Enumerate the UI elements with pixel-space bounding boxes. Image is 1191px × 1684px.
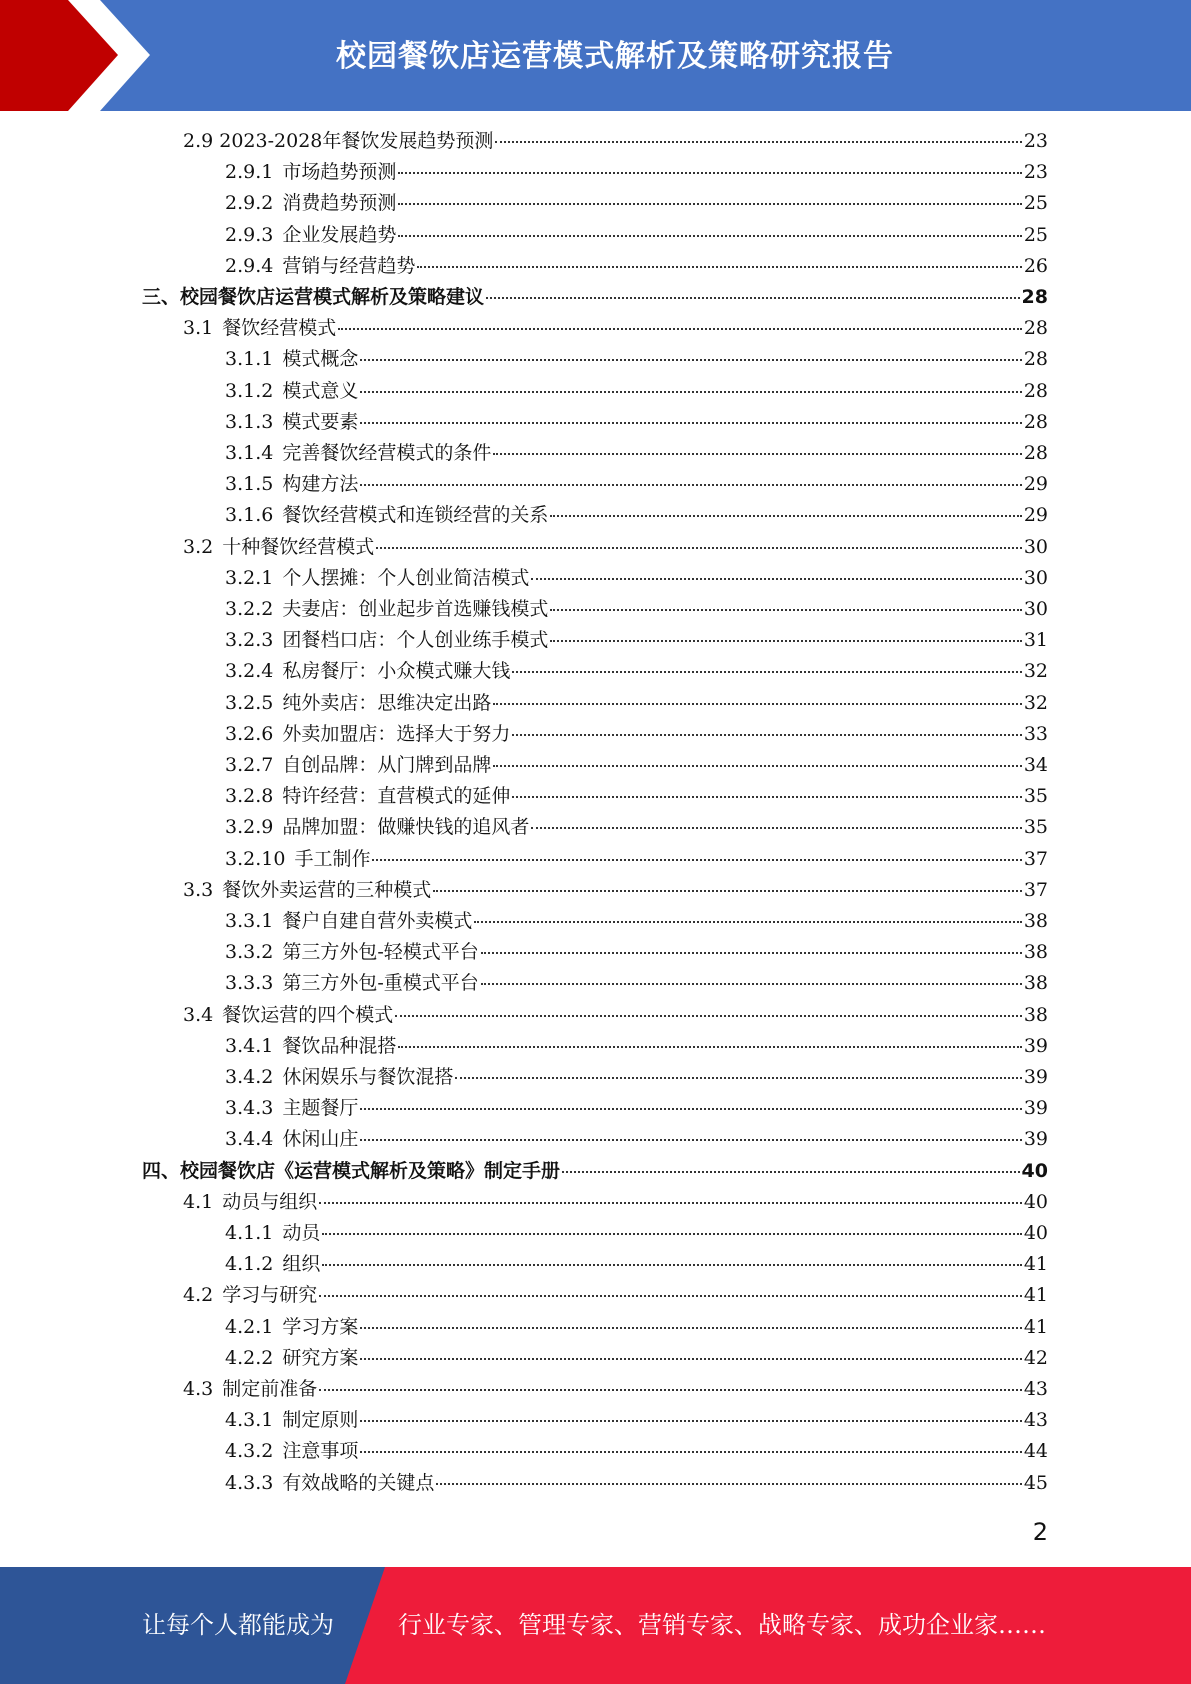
- toc-entry[interactable]: [225, 1343, 1048, 1374]
- toc-entry-page: 28: [1023, 317, 1048, 340]
- toc-entry[interactable]: [225, 1124, 1048, 1155]
- toc-entry-title: 纯外卖店：思维决定出路: [282, 691, 492, 714]
- toc-entry[interactable]: [225, 594, 1048, 625]
- toc-entry-page: 23: [1023, 161, 1048, 184]
- toc-entry-page: 29: [1023, 504, 1048, 527]
- toc-dot-leader: [531, 577, 1021, 580]
- toc-entry-number: 3.2.7: [225, 754, 274, 776]
- toc-entry-title: 组织: [282, 1253, 321, 1276]
- toc-entry-title: 餐饮外卖运营的三种模式: [222, 878, 432, 901]
- toc-entry-page: 37: [1023, 878, 1048, 901]
- toc-entry[interactable]: [225, 968, 1048, 999]
- toc-dot-leader: [360, 358, 1021, 361]
- toc-entry-page: 30: [1023, 566, 1048, 589]
- toc-dot-leader: [550, 639, 1021, 642]
- toc-dot-leader: [398, 234, 1021, 237]
- toc-dot-leader: [322, 1263, 1021, 1266]
- toc-dot-leader: [562, 1170, 1020, 1173]
- toc-entry-title: 休闲娱乐与餐饮混搭: [282, 1066, 454, 1088]
- toc-entry[interactable]: [225, 750, 1048, 781]
- toc-entry-page: 39: [1023, 1128, 1048, 1151]
- toc-dot-leader: [338, 327, 1022, 330]
- toc-entry-title: 模式意义: [282, 379, 359, 402]
- toc-entry-page: 32: [1023, 691, 1048, 714]
- toc-entry-title: 有效战略的关键点: [282, 1471, 435, 1494]
- toc-entry-page: 44: [1023, 1440, 1048, 1463]
- toc-dot-leader: [360, 1419, 1021, 1422]
- toc-entry[interactable]: [225, 625, 1048, 656]
- toc-dot-leader: [360, 1138, 1021, 1141]
- toc-entry-page: 43: [1023, 1378, 1048, 1400]
- toc-entry[interactable]: [225, 438, 1048, 469]
- toc-entry-number: 3.4.3: [225, 1097, 274, 1120]
- toc-entry-title: 餐户自建自营外卖模式: [282, 910, 473, 932]
- toc-entry-number: 4.2.2: [225, 1346, 274, 1369]
- toc-dot-leader: [493, 764, 1021, 767]
- toc-entry-title: 十种餐饮经营模式: [222, 535, 375, 558]
- toc-entry-number: 3.2.10: [225, 847, 286, 870]
- toc-dot-leader: [319, 1294, 1022, 1297]
- toc-entry[interactable]: [225, 812, 1048, 843]
- toc-entry-page: 28: [1023, 348, 1048, 371]
- toc-entry-number: 三、: [142, 286, 181, 308]
- toc-entry-page: 30: [1023, 535, 1048, 558]
- toc-entry-number: 3.3.3: [225, 972, 274, 995]
- toc-entry[interactable]: [225, 1468, 1048, 1499]
- toc-entry-number: 3.2.5: [225, 691, 274, 714]
- toc-entry-page: 28: [1021, 286, 1048, 308]
- toc-entry[interactable]: [225, 563, 1048, 594]
- toc-dot-leader: [319, 1388, 1022, 1391]
- toc-entry-title: 企业发展趋势: [282, 223, 397, 246]
- page-footer: [0, 1567, 1191, 1684]
- toc-entry-page: 39: [1023, 1066, 1048, 1088]
- toc-entry-title: 第三方外包-重模式平台: [282, 972, 479, 995]
- toc-entry-title: 动员与组织: [222, 1190, 318, 1213]
- toc-dot-leader: [493, 702, 1021, 705]
- toc-dot-leader: [395, 1014, 1022, 1017]
- toc-dot-leader: [550, 514, 1021, 517]
- toc-entry-title: 校园餐饮店《运营模式解析及策略》制定手册: [180, 1159, 561, 1182]
- toc-entry-title: 校园餐饮店运营模式解析及策略建议: [180, 286, 485, 308]
- toc-dot-leader: [481, 982, 1022, 985]
- toc-entry[interactable]: [225, 1436, 1048, 1467]
- toc-dot-leader: [322, 1232, 1021, 1235]
- toc-entry-page: 40: [1023, 1190, 1048, 1213]
- toc-entry-number: 2.9.1: [225, 161, 274, 184]
- toc-entry-title: 主题餐厅: [282, 1097, 359, 1120]
- toc-entry-title: 消费趋势预测: [282, 192, 397, 215]
- toc-entry-page: 35: [1023, 785, 1048, 808]
- toc-entry-page: 28: [1023, 410, 1048, 433]
- toc-entry-number: 4.1.2: [225, 1253, 274, 1276]
- toc-entry-page: 32: [1023, 660, 1048, 683]
- toc-dot-leader: [360, 1107, 1021, 1110]
- toc-entry-page: 38: [1023, 910, 1048, 932]
- toc-entry-number: 4.3.2: [225, 1440, 274, 1463]
- toc-entry-title: 营销与经营趋势: [282, 254, 416, 277]
- toc-dot-leader: [360, 483, 1021, 486]
- toc-dot-leader: [495, 140, 1021, 143]
- toc-entry[interactable]: [225, 1031, 1048, 1062]
- toc-entry-title: 餐饮经营模式: [222, 317, 337, 340]
- toc-entry[interactable]: [225, 157, 1048, 188]
- toc-entry[interactable]: [183, 1374, 1048, 1405]
- toc-dot-leader: [417, 265, 1021, 268]
- toc-entry[interactable]: [225, 1312, 1048, 1343]
- toc-entry-page: 39: [1023, 1097, 1048, 1120]
- footer-slogan-right: 行业专家、管理专家、营销专家、战略专家、成功企业家……: [398, 1611, 1046, 1639]
- toc-entry-page: 45: [1023, 1471, 1048, 1494]
- toc-entry[interactable]: [183, 1187, 1048, 1218]
- toc-entry-page: 23: [1023, 130, 1048, 152]
- toc-entry-number: 3.2.8: [225, 785, 274, 808]
- toc-dot-leader: [372, 858, 1021, 861]
- toc-entry-number: 4.3.3: [225, 1471, 274, 1494]
- toc-entry[interactable]: [225, 688, 1048, 719]
- toc-entry-number: 2.9.2: [225, 192, 274, 215]
- toc-entry[interactable]: [183, 313, 1048, 344]
- toc-entry-page: 41: [1023, 1253, 1048, 1276]
- toc-entry-title: 学习与研究: [222, 1284, 318, 1307]
- toc-entry-title: 制定前准备: [222, 1378, 318, 1400]
- toc-entry[interactable]: [225, 937, 1048, 968]
- toc-entry-page: 34: [1023, 754, 1048, 776]
- toc-entry[interactable]: [225, 1218, 1048, 1249]
- toc-entry-title: 制定原则: [282, 1409, 359, 1432]
- toc-entry[interactable]: [225, 656, 1048, 687]
- toc-entry-title: 完善餐饮经营模式的条件: [282, 442, 492, 464]
- toc-entry-number: 3.1.4: [225, 442, 274, 464]
- toc-entry[interactable]: [183, 875, 1048, 906]
- toc-entry-title: 餐饮经营模式和连锁经营的关系: [282, 504, 549, 527]
- toc-entry-title: 市场趋势预测: [282, 161, 397, 184]
- toc-entry-page: 38: [1023, 1003, 1048, 1026]
- toc-entry-title: 特许经营：直营模式的延伸: [282, 785, 511, 808]
- toc-entry[interactable]: [225, 781, 1048, 812]
- toc-entry-number: 3.2.6: [225, 722, 274, 745]
- toc-entry-title: 研究方案: [282, 1346, 359, 1369]
- toc-entry-title: 动员: [282, 1222, 321, 1244]
- toc-entry[interactable]: [142, 1156, 1048, 1187]
- toc-entry-page: 41: [1023, 1315, 1048, 1338]
- toc-entry-number: 3.2.2: [225, 598, 274, 620]
- toc-entry-page: 39: [1023, 1034, 1048, 1057]
- toc-entry-page: 41: [1023, 1284, 1048, 1307]
- toc-entry[interactable]: [225, 1249, 1048, 1280]
- toc-entry-page: 25: [1023, 223, 1048, 246]
- toc-entry-title: 学习方案: [282, 1315, 359, 1338]
- toc-entry[interactable]: [225, 469, 1048, 500]
- toc-entry-number: 3.1.3: [225, 410, 274, 433]
- toc-entry[interactable]: [225, 220, 1048, 251]
- toc-entry-number: 3.1.2: [225, 379, 274, 402]
- toc-entry-page: 28: [1023, 379, 1048, 402]
- toc-entry-title: 休闲山庄: [282, 1128, 359, 1151]
- toc-entry-number: 4.2: [183, 1284, 214, 1307]
- toc-dot-leader: [512, 670, 1021, 673]
- toc-entry-number: 3.4.1: [225, 1034, 274, 1057]
- toc-entry-title: 外卖加盟店：选择大于努力: [282, 722, 511, 745]
- toc-dot-leader: [486, 296, 1020, 299]
- toc-dot-leader: [512, 795, 1021, 798]
- toc-entry-number: 3.4: [183, 1003, 214, 1026]
- toc-entry[interactable]: [225, 1093, 1048, 1124]
- toc-entry[interactable]: [183, 1280, 1048, 1311]
- toc-entry-title: 餐饮运营的四个模式: [222, 1003, 394, 1026]
- toc-entry-number: 2.9.3: [225, 223, 274, 246]
- toc-dot-leader: [360, 1326, 1021, 1329]
- toc-entry-number: 3.1.6: [225, 504, 274, 527]
- toc-entry-number: 3.3.2: [225, 941, 274, 964]
- toc-entry-page: 28: [1023, 442, 1048, 464]
- toc-entry[interactable]: [183, 126, 1048, 157]
- toc-entry-number: 3.2.4: [225, 660, 274, 683]
- toc-entry-number: 3.1: [183, 317, 214, 340]
- toc-entry[interactable]: [225, 719, 1048, 750]
- toc-entry-number: 3.3.1: [225, 910, 274, 932]
- toc-entry[interactable]: [225, 188, 1048, 219]
- toc-entry-page: 38: [1023, 972, 1048, 995]
- toc-entry-page: 29: [1023, 473, 1048, 496]
- toc-entry[interactable]: [225, 376, 1048, 407]
- toc-entry-title: 夫妻店：创业起步首选赚钱模式: [282, 598, 549, 620]
- toc-entry-title: 第三方外包-轻模式平台: [282, 941, 479, 964]
- toc-entry-number: 3.4.2: [225, 1066, 274, 1088]
- toc-entry-number: 4.1: [183, 1190, 214, 1213]
- page-header: [0, 0, 1191, 111]
- toc-entry-number: 3.2.9: [225, 816, 274, 839]
- toc-entry-page: 37: [1023, 847, 1048, 870]
- toc-dot-leader: [398, 1045, 1021, 1048]
- toc-dot-leader: [376, 546, 1022, 549]
- toc-entry-title: 构建方法: [282, 473, 359, 496]
- toc-dot-leader: [455, 1076, 1021, 1079]
- toc-entry[interactable]: [225, 500, 1048, 531]
- page-number: 2: [1032, 1518, 1048, 1546]
- toc-dot-leader: [360, 1450, 1021, 1453]
- toc-entry-number: 3.2.1: [225, 566, 274, 589]
- toc-dot-leader: [493, 452, 1021, 455]
- toc-entry-number: 2.9 2023-2028: [183, 130, 323, 152]
- toc-entry[interactable]: [225, 1062, 1048, 1093]
- toc-dot-leader: [474, 920, 1021, 923]
- toc-dot-leader: [433, 889, 1022, 892]
- toc-dot-leader: [436, 1482, 1021, 1485]
- toc-entry-number: 4.3.1: [225, 1409, 274, 1432]
- toc-entry-page: 42: [1023, 1346, 1048, 1369]
- toc-entry-number: 四、: [142, 1159, 181, 1182]
- toc-entry-title: 自创品牌：从门牌到品牌: [282, 754, 492, 776]
- toc-dot-leader: [360, 390, 1021, 393]
- toc-entry-number: 3.3: [183, 878, 214, 901]
- toc-dot-leader: [360, 421, 1021, 424]
- toc-dot-leader: [481, 951, 1022, 954]
- toc-entry-page: 40: [1021, 1159, 1048, 1182]
- document-title: 校园餐饮店运营模式解析及策略研究报告: [336, 38, 894, 74]
- toc-entry-number: 2.9.4: [225, 254, 274, 277]
- toc-entry-title: 餐饮品种混搭: [282, 1034, 397, 1057]
- toc-entry-number: 3.1.5: [225, 473, 274, 496]
- toc-entry-title: 注意事项: [282, 1440, 359, 1463]
- toc-entry-title: 模式要素: [282, 410, 359, 433]
- toc-entry-page: 30: [1023, 598, 1048, 620]
- toc-entry[interactable]: [225, 844, 1048, 875]
- toc-entry-title: 团餐档口店：个人创业练手模式: [282, 629, 549, 652]
- toc-entry-page: 33: [1023, 722, 1048, 745]
- toc-entry-page: 35: [1023, 816, 1048, 839]
- toc-entry-title: 手工制作: [294, 847, 371, 870]
- toc-entry-title: 品牌加盟：做赚快钱的追风者: [282, 816, 530, 839]
- toc-entry-number: 4.2.1: [225, 1315, 274, 1338]
- toc-entry-page: 31: [1023, 629, 1048, 652]
- toc-dot-leader: [398, 202, 1021, 205]
- toc-entry[interactable]: [225, 251, 1048, 282]
- toc-entry[interactable]: [225, 906, 1048, 937]
- toc-dot-leader: [360, 1357, 1021, 1360]
- toc-entry-title: 年餐饮发展趋势预测: [322, 130, 494, 152]
- toc-dot-leader: [550, 608, 1021, 611]
- toc-entry[interactable]: [183, 1000, 1048, 1031]
- toc-entry-page: 26: [1023, 254, 1048, 277]
- toc-entry[interactable]: [142, 282, 1048, 313]
- toc-entry-title: 私房餐厅：小众模式赚大钱: [282, 660, 511, 683]
- toc-entry-number: 3.1.1: [225, 348, 274, 371]
- toc-dot-leader: [398, 171, 1021, 174]
- toc-entry-number: 3.2.3: [225, 629, 274, 652]
- toc-entry-page: 38: [1023, 941, 1048, 964]
- toc-entry-page: 25: [1023, 192, 1048, 215]
- footer-slogan-left: 让每个人都能成为: [142, 1611, 334, 1639]
- toc-entry-page: 40: [1023, 1222, 1048, 1244]
- toc-entry-number: 4.3: [183, 1378, 214, 1400]
- toc-dot-leader: [319, 1201, 1022, 1204]
- toc-entry[interactable]: [183, 532, 1048, 563]
- toc-dot-leader: [512, 733, 1021, 736]
- toc-entry[interactable]: [225, 344, 1048, 375]
- toc-entry[interactable]: [225, 1405, 1048, 1436]
- toc-entry-page: 43: [1023, 1409, 1048, 1432]
- toc-dot-leader: [531, 826, 1021, 829]
- toc-entry[interactable]: [225, 407, 1048, 438]
- toc-entry-number: 3.2: [183, 535, 214, 558]
- toc-entry-number: 4.1.1: [225, 1222, 274, 1244]
- toc-entry-title: 模式概念: [282, 348, 359, 371]
- toc-entry-number: 3.4.4: [225, 1128, 274, 1151]
- toc-entry-title: 个人摆摊：个人创业简洁模式: [282, 566, 530, 589]
